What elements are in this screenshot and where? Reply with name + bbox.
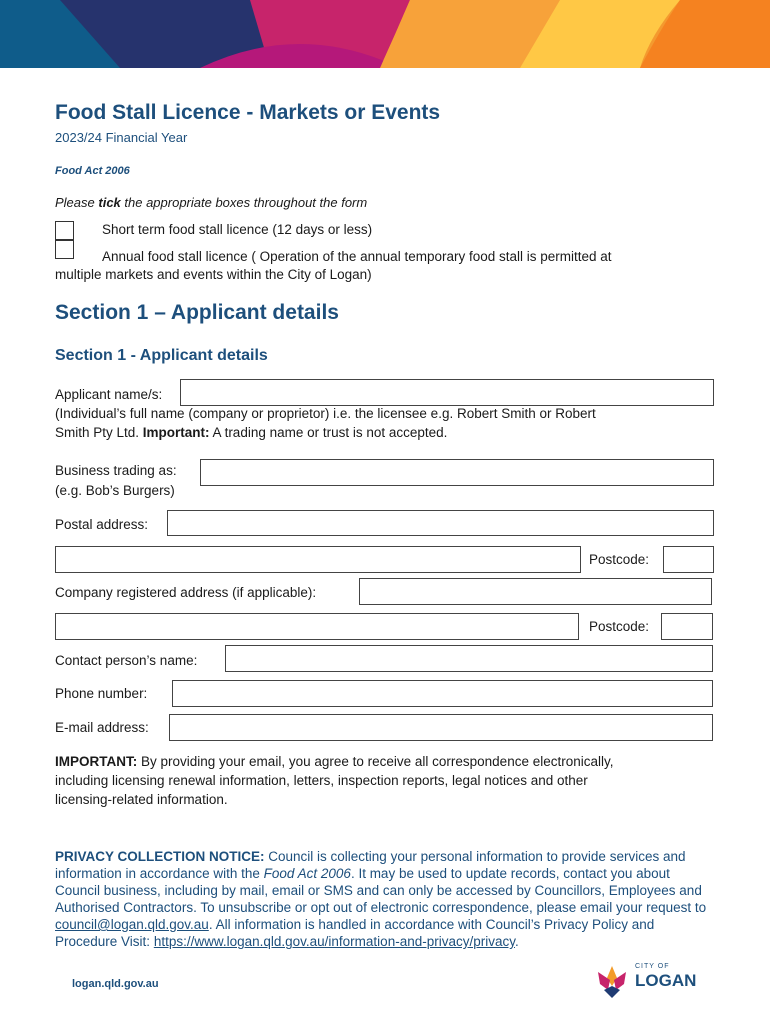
company-label: Company registered address (if applicable): [55, 585, 317, 600]
important-line2: including licensing renewal information, letters, inspection reports, legal notices and other [55, 773, 588, 788]
trading-label: Business trading as: [55, 463, 177, 478]
applicant-name-input[interactable] [180, 379, 714, 406]
logo-flower-icon [590, 960, 634, 1000]
applicant-label: Applicant name/s: [55, 387, 163, 402]
instruction-pre: Please [55, 195, 99, 210]
logo-logan-text: LOGAN [635, 971, 697, 990]
financial-year: 2023/24 Financial Year [55, 130, 188, 145]
section-heading: Section 1 – Applicant details [55, 301, 339, 324]
header-banner [0, 0, 770, 68]
postal-postcode-input[interactable] [663, 546, 714, 573]
company-postcode-input[interactable] [661, 613, 713, 640]
privacy-policy-link[interactable]: https://www.logan.qld.gov.au/information-and-privacy/privacy [153, 934, 515, 949]
postal-address-line2-input[interactable] [55, 546, 581, 573]
logo-city-text: CITY OF [635, 963, 670, 970]
privacy-notice [55, 848, 715, 950]
company-address-line2-input[interactable] [55, 613, 579, 640]
footer-website: logan.qld.gov.au [72, 978, 159, 990]
section-subheading: Section 1 - Applicant details [55, 347, 268, 364]
instruction-post: the appropriate boxes throughout the form [120, 195, 368, 210]
privacy-act: Food Act 2006 [263, 866, 351, 881]
trading-name-input[interactable] [200, 459, 714, 486]
important-text1: By providing your email, you agree to receive all correspondence electronically, [137, 754, 614, 769]
contact-label: Contact person’s name: [55, 653, 198, 668]
annual-checkbox[interactable] [55, 240, 74, 259]
postal-label: Postal address: [55, 517, 149, 532]
act-reference: Food Act 2006 [55, 165, 130, 177]
privacy-text3: . All information is handled in accordance with Council’s Privacy Policy and Procedure Visit: [55, 917, 655, 949]
important-line1 [55, 752, 614, 771]
help-line2-pre: Smith Pty Ltd. [55, 425, 143, 440]
short-term-label: Short term food stall licence (12 days or less) [102, 222, 373, 237]
important-bold: IMPORTANT: [55, 754, 138, 769]
council-email-link[interactable]: council@logan.qld.gov.au [55, 917, 209, 932]
phone-input[interactable] [172, 680, 713, 707]
help-line2-post: A trading name or trust is not accepted. [209, 425, 448, 440]
important-line3: licensing-related information. [55, 792, 228, 807]
email-input[interactable] [169, 714, 713, 741]
help-important: Important: [142, 425, 210, 440]
privacy-bold: PRIVACY COLLECTION NOTICE: [55, 849, 265, 864]
privacy-text4: . [514, 934, 519, 949]
postal-address-input[interactable] [167, 510, 714, 536]
city-of-logan-logo [590, 960, 710, 1000]
instruction-bold: tick [98, 195, 121, 210]
postal-postcode-label: Postcode: [589, 552, 650, 567]
page-title: Food Stall Licence - Markets or Events [55, 101, 441, 124]
short-term-checkbox[interactable] [55, 221, 74, 240]
annual-label-line1: Annual food stall licence ( Operation of the annual temporary food stall is permitted at [102, 249, 612, 264]
company-postcode-label: Postcode: [589, 619, 650, 634]
privacy-text1: Council is collecting your personal information to provide services and information in accordance with the [55, 849, 686, 881]
instruction-text [55, 195, 367, 210]
company-address-input[interactable] [359, 578, 712, 605]
email-label: E-mail address: [55, 720, 149, 735]
privacy-text2: . It may be used to update records, contact you about Council business, including by mail, email or SMS and can only be accessed by Councillors, Employees and Authorised Contractors. To unsubscribe or opt out of electronic correspondence, please email your request to [55, 866, 707, 915]
phone-label: Phone number: [55, 686, 148, 701]
annual-label-line2: multiple markets and events within the City of Logan) [55, 267, 372, 282]
applicant-help-line2 [55, 423, 447, 442]
applicant-help-line1: (Individual’s full name (company or proprietor) i.e. the licensee e.g. Robert Smith or Robert [55, 406, 596, 421]
contact-name-input[interactable] [225, 645, 713, 672]
trading-example: (e.g. Bob’s Burgers) [55, 483, 175, 498]
